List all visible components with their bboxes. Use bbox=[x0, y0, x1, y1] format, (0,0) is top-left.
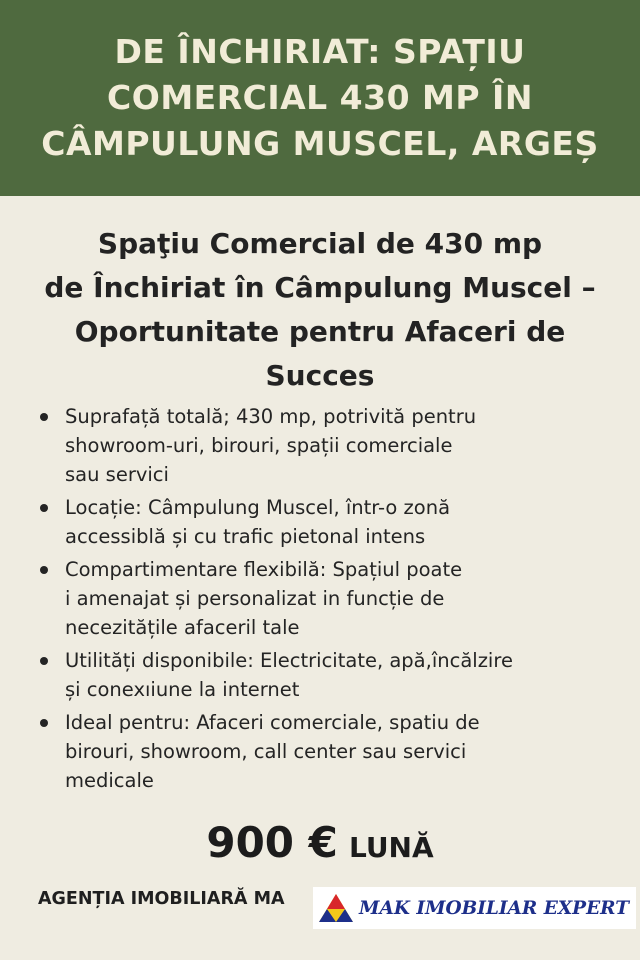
triangle-logo-icon bbox=[317, 892, 355, 924]
header-banner bbox=[0, 0, 640, 196]
price-amount: 900 € bbox=[206, 818, 338, 867]
feature-text: Ideal pentru: Afaceri comerciale, spatiu de birouri, showroom, call center sau servici medicale bbox=[65, 711, 480, 792]
list-item bbox=[38, 646, 598, 704]
logo-text: MAK IMOBILIAR EXPERT bbox=[359, 897, 630, 919]
list-item bbox=[38, 402, 598, 489]
agency-logo bbox=[313, 887, 636, 929]
listing-subtitle: Spaţiu Comercial de 430 mp de Închiriat în Câmpulung Muscel – Oportunitate pentru Afaceri de Succes bbox=[44, 227, 596, 392]
list-item bbox=[38, 555, 598, 642]
price-unit: LUNĂ bbox=[348, 831, 434, 864]
bullet-icon bbox=[40, 657, 48, 665]
page-title: DE ÎNCHIRIAT: SPAȚIU COMERCIAL 430 MP ÎN CÂMPULUNG MUSCEL, ARGEȘ bbox=[41, 32, 599, 163]
bullet-icon bbox=[40, 719, 48, 727]
feature-text: Suprafață totală; 430 mp, potrivită pentru showroom-uri, birouri, spații comerciale sau servici bbox=[65, 405, 477, 486]
features-list bbox=[38, 402, 598, 799]
list-item bbox=[38, 708, 598, 795]
bullet-icon bbox=[40, 566, 48, 574]
agency-label: AGENȚIA IMOBILIARĂ MA bbox=[38, 889, 285, 909]
feature-text: Locație: Câmpulung Muscel, într-o zonă accessiblă și cu trafic pietonal intens bbox=[65, 496, 451, 548]
bullet-icon bbox=[40, 504, 48, 512]
feature-text: Compartimentare flexibilă: Spațiul poate i amenajat și personalizat in funcție de necezitățile afaceril tale bbox=[65, 558, 463, 639]
price-block bbox=[0, 818, 640, 867]
list-item bbox=[38, 493, 598, 551]
feature-text: Utilități disponibile: Electricitate, apă,încălzire și conexıiune la internet bbox=[65, 649, 513, 701]
bullet-icon bbox=[40, 413, 48, 421]
